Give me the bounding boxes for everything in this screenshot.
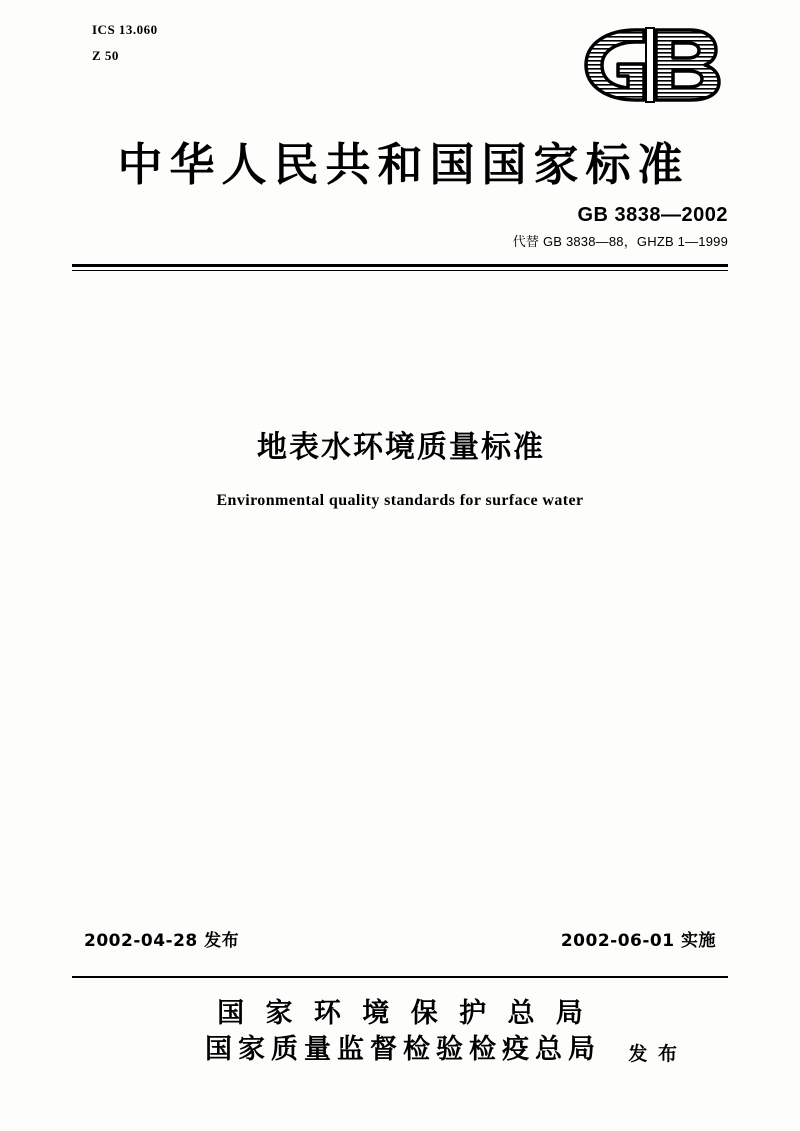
issue-date: 2002-04-28 发布 — [84, 931, 240, 951]
publisher-block — [0, 996, 800, 1068]
publisher-line-2: 国家质量监督检验检疫总局 — [205, 1034, 601, 1065]
header-rule-thick — [72, 264, 728, 267]
classification-code: Z 50 — [92, 48, 119, 63]
footer-rule — [72, 976, 728, 978]
gb-emblem-icon — [578, 24, 728, 106]
header-rule-thin — [72, 270, 728, 271]
page-title: 中华人民共和国国家标准 — [117, 138, 690, 191]
standard-number: GB 3838—2002 — [577, 204, 728, 226]
replaces-note: 代替 GB 3838—88，GHZB 1—1999 — [512, 234, 728, 249]
code-block — [92, 18, 158, 68]
publish-label: 发 布 — [628, 1043, 679, 1065]
document-title-english: Environmental quality standards for surface water — [216, 492, 584, 509]
effective-date: 2002-06-01 实施 — [560, 931, 716, 951]
ics-code: ICS 13.060 — [92, 22, 158, 37]
publisher-line-1: 国 家 环 境 保 护 总 局 — [217, 998, 589, 1029]
document-title-chinese: 地表水环境质量标准 — [257, 430, 545, 465]
